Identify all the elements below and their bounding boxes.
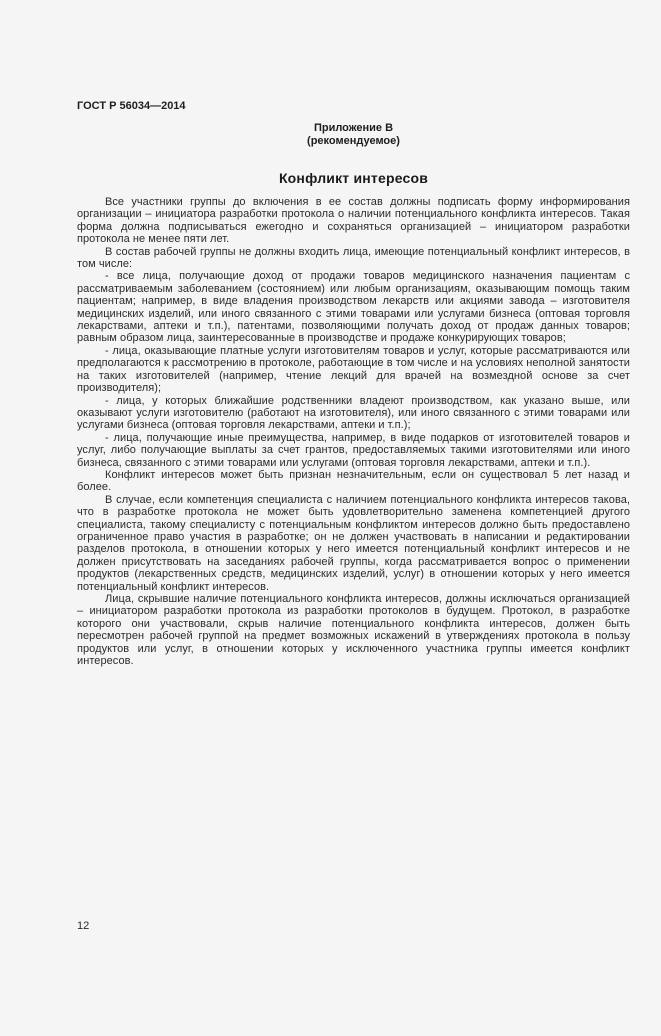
paragraph-bullet-relatives: - лица, у которых ближайшие родственники владеют производством, как указано выше, или оказывают услуги изготовителю (работают на изготовителя), или иного связанного с этими товарами или услугами бизнеса (оптовая торговля лекарствами, аптеки и т.п.);	[77, 394, 630, 432]
document-page	[0, 100, 661, 1036]
page-number: 12	[77, 920, 90, 932]
document-body	[77, 196, 630, 667]
paragraph-bullet-paid-services: - лица, оказывающие платные услуги изготовителям товаров и услуг, которые рассматриваются или предполагаются к рассмотрению в протоколе, работающие в том числе и на условиях неполной занятости на таких изготовителей (например, чтение лекций для врачей на возмездной основе за счет производителя);	[77, 344, 630, 395]
paragraph-working-group: В состав рабочей группы не должны входить лица, имеющие потенциальный конфликт интересов, в том числе:	[77, 245, 630, 271]
appendix-note: (рекомендуемое)	[307, 135, 400, 147]
paragraph-concealment: Лица, скрывшие наличие потенциального конфликта интересов, должны исключаться организацией – инициатором разработки протокола из разработки протоколов в будущем. Протокол, в разработке которого они участвовали, скрыв наличие потенциального конфликта интересов, должен быть пересмотрен рабочей группой на предмет возможных искажений в утверждениях протокола в пользу продуктов или услуг, в отношении которых у исключенного участника группы имеется конфликт интересов.	[77, 593, 630, 668]
standard-code: ГОСТ Р 56034—2014	[77, 100, 186, 112]
appendix-label: Приложение В	[313, 122, 394, 134]
paragraph-limited-participation: В случае, если компетенция специалиста с наличием потенциального конфликта интересов такова, что в разработке протокола не может быть удовлетворительно заменена компетенцией другого специалиста, такому специалисту с потенциальным конфликтом интересов должно быть предоставлено ограниченное право участия в разработке; он не должен участвовать в написании и редактировании разделов протокола, в отношении которых у него имеется потенциальный конфликт интересов и не должен присутствовать на заседаниях рабочей группы, когда рассматривается вопрос о применении продуктов (лекарственных средств, медицинских изделий, услуг) в отношении которых у него имеется потенциальный конфликт интересов.	[77, 493, 630, 593]
paragraph-bullet-income: - все лица, получающие доход от продажи товаров медицинского назначения пациентам с рассматриваемым заболеванием (состоянием) или любым организациям, оказывающим помощь таким пациентам; например, в виде владения производством лекарств или акциями завода – изготовителя медицинских изделий, или иного связанного с этими товарами или услугами бизнеса (оптовая торговля лекарствами, аптеки и т.п.), патентами, позволяющими получать доход от продаж данных товаров; равным образом лица, заинтересованные в производстве и продаже конкурирующих товаров;	[77, 270, 630, 345]
paragraph-intro: Все участники группы до включения в ее состав должны подписать форму информирования организации – инициатора разработки протокола о наличии потенциального конфликта интересов. Такая форма должна подписываться ежегодно и сохраняться организацией – инициатором разработки протокола не менее пяти лет.	[77, 196, 630, 246]
paragraph-insignificant-conflict: Конфликт интересов может быть признан незначительным, если он существовал 5 лет назад и более.	[77, 468, 630, 494]
paragraph-bullet-benefits: - лица, получающие иные преимущества, например, в виде подарков от изготовителей товаров и услуг, либо получающие выплаты за счет грантов, предоставляемых такими изготовителями или иного бизнеса, связанного с этими товарами или услугами (оптовая торговля лекарствами, аптеки и т.п.).	[77, 431, 630, 469]
page-title: Конфликт интересов	[278, 170, 429, 186]
